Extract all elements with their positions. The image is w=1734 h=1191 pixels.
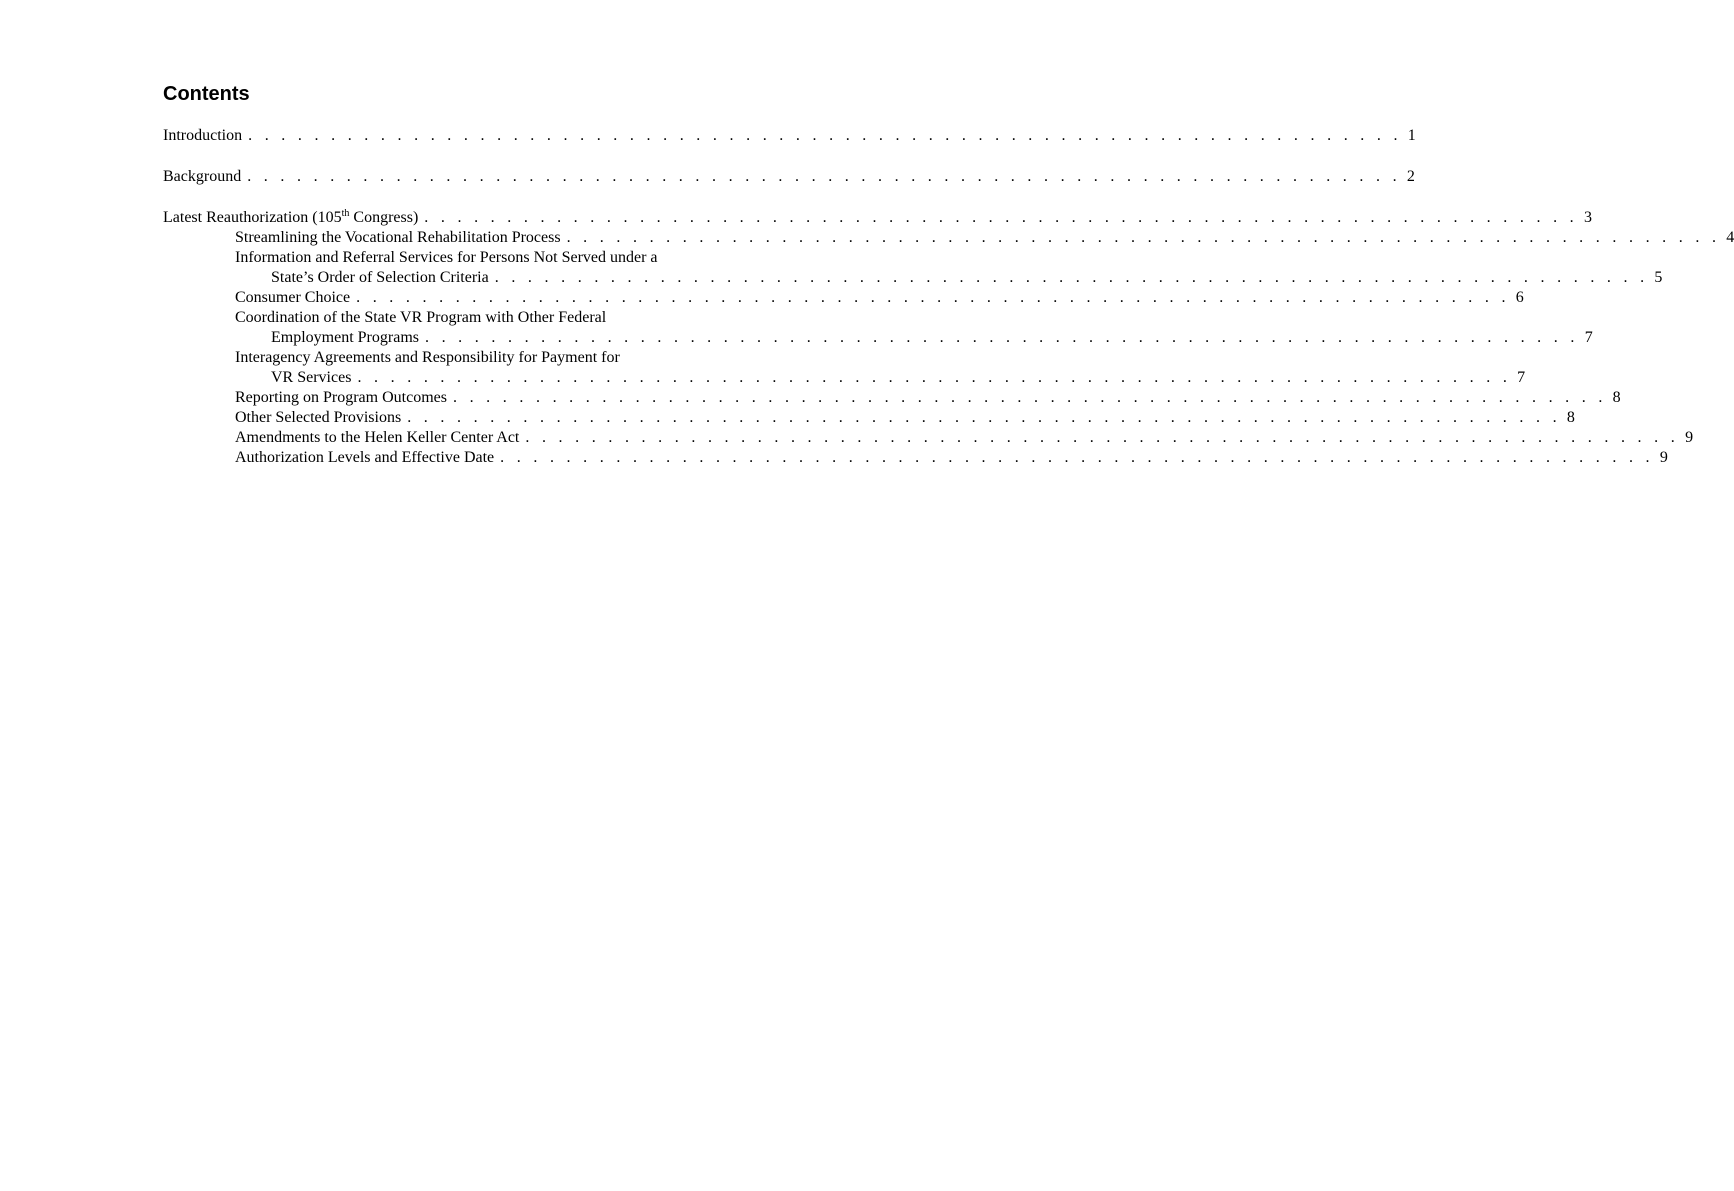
toc-entry-consumer-choice[interactable] [163, 288, 1524, 308]
toc-entry-latest-reauthorization[interactable] [163, 208, 1592, 228]
toc-entry-authorization-levels[interactable] [163, 448, 1668, 468]
toc-title-part: Latest Reauthorization (105 [163, 209, 342, 226]
toc-leader: . . . . . . . . . . . . . . . . . . . . . . . . . . . . . . . . . . . . . . . . . . . . . . . . . . . . . . . . . . . . . . . . . . . . . . [525, 429, 1680, 446]
toc-leader: . . . . . . . . . . . . . . . . . . . . . . . . . . . . . . . . . . . . . . . . . . . . . . . . . . . . . . . . . . . . . . . . . . . . . . [357, 369, 1512, 386]
toc-entry-information-referral-line2[interactable] [163, 268, 1663, 288]
toc-leader: . . . . . . . . . . . . . . . . . . . . . . . . . . . . . . . . . . . . . . . . . . . . . . . . . . . . . . . . . . . . . . . . . . . . . . [424, 209, 1578, 226]
toc-page-number: 5 [1654, 269, 1663, 286]
toc-title-part: Congress) [349, 209, 419, 226]
toc-leader: . . . . . . . . . . . . . . . . . . . . . . . . . . . . . . . . . . . . . . . . . . . . . . . . . . . . . . . . . . . . . . . . . . . . . . [452, 389, 1607, 406]
toc-leader: . . . . . . . . . . . . . . . . . . . . . . . . . . . . . . . . . . . . . . . . . . . . . . . . . . . . . . . . . . . . . . . . . . . . . . [248, 127, 1402, 144]
toc-title [163, 208, 424, 228]
contents-heading: Contents [163, 83, 250, 105]
toc-title: Background [163, 168, 242, 185]
toc-entry-helen-keller[interactable] [163, 428, 1694, 448]
toc-page-number: 3 [1583, 209, 1592, 226]
toc-title: State’s Order of Selection Criteria [271, 269, 489, 286]
toc-leader: . . . . . . . . . . . . . . . . . . . . . . . . . . . . . . . . . . . . . . . . . . . . . . . . . . . . . . . . . . . . . . . . . . . . . . [494, 269, 1649, 286]
toc-entry-coordination-line2[interactable] [163, 328, 1593, 348]
toc-entry-background[interactable] [163, 167, 1415, 187]
toc-page-number: 4 [1726, 229, 1734, 246]
toc-page-number: 6 [1515, 289, 1524, 306]
toc-leader: . . . . . . . . . . . . . . . . . . . . . . . . . . . . . . . . . . . . . . . . . . . . . . . . . . . . . . . . . . . . . . . . . . . . . . [500, 449, 1654, 466]
toc-entry-introduction[interactable] [163, 126, 1416, 146]
toc-entry-interagency-line1[interactable] [163, 348, 759, 368]
toc-leader: . . . . . . . . . . . . . . . . . . . . . . . . . . . . . . . . . . . . . . . . . . . . . . . . . . . . . . . . . . . . . . . . . . . . . . [356, 289, 1510, 306]
toc-list [163, 126, 1734, 468]
toc-title: Streamlining the Vocational Rehabilitation Process [235, 229, 561, 246]
toc-title: Reporting on Program Outcomes [235, 389, 447, 406]
toc-page-number: 8 [1566, 409, 1575, 426]
toc-entry-streamlining[interactable] [163, 228, 1734, 248]
toc-title: Consumer Choice [235, 289, 351, 306]
toc-leader: . . . . . . . . . . . . . . . . . . . . . . . . . . . . . . . . . . . . . . . . . . . . . . . . . . . . . . . . . . . . . . . . . . . . . . [247, 168, 1401, 185]
toc-page-number: 9 [1685, 429, 1694, 446]
toc-title: Coordination of the State VR Program with Other Federal [235, 309, 607, 326]
toc-title: Amendments to the Helen Keller Center Act [235, 429, 520, 446]
toc-title: Interagency Agreements and Responsibility for Payment for [235, 349, 620, 366]
toc-title: Other Selected Provisions [235, 409, 402, 426]
toc-entry-information-referral-line1[interactable] [163, 248, 759, 268]
toc-title: Employment Programs [271, 329, 419, 346]
toc-entry-coordination-line1[interactable] [163, 308, 759, 328]
toc-entry-reporting[interactable] [163, 388, 1621, 408]
toc-title: Authorization Levels and Effective Date [235, 449, 495, 466]
toc-page-number: 1 [1407, 127, 1416, 144]
toc-page-number: 7 [1584, 329, 1593, 346]
toc-entry-interagency-line2[interactable] [163, 368, 1526, 388]
toc-leader: . . . . . . . . . . . . . . . . . . . . . . . . . . . . . . . . . . . . . . . . . . . . . . . . . . . . . . . . . . . . . . . . . . . . . . [566, 229, 1721, 246]
toc-entry-other-provisions[interactable] [163, 408, 1575, 428]
toc-leader: . . . . . . . . . . . . . . . . . . . . . . . . . . . . . . . . . . . . . . . . . . . . . . . . . . . . . . . . . . . . . . . . . . . . . . [407, 409, 1561, 426]
toc-title: Information and Referral Services for Persons Not Served under a [235, 249, 658, 266]
toc-leader: . . . . . . . . . . . . . . . . . . . . . . . . . . . . . . . . . . . . . . . . . . . . . . . . . . . . . . . . . . . . . . . . . . . . . . [424, 329, 1579, 346]
toc-page-number: 9 [1659, 449, 1668, 466]
toc-title: VR Services [271, 369, 352, 386]
toc-page-number: 2 [1406, 168, 1415, 185]
toc-page-number: 8 [1612, 389, 1621, 406]
toc-title: Introduction [163, 127, 243, 144]
ordinal-superscript: th [341, 208, 350, 219]
toc-page-number: 7 [1517, 369, 1526, 386]
